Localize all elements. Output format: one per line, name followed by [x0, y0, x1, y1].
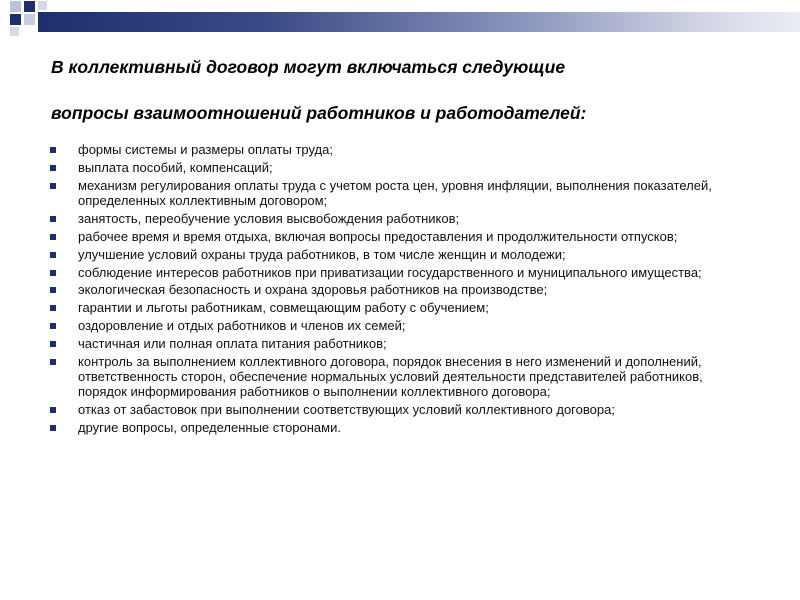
list-item [48, 283, 748, 298]
list-item [48, 248, 748, 263]
slide-title [51, 44, 771, 136]
list-item [48, 403, 748, 418]
list-item-text: рабочее время и время отдыха, включая вопросы предоставления и продолжительности отпусков; [78, 228, 678, 244]
square-bullet-icon [50, 341, 56, 347]
list-item-text: экологическая безопасность и охрана здоровья работников на производстве; [78, 282, 548, 298]
decor-square [38, 1, 47, 10]
list-item [48, 266, 748, 281]
list-item-text: гарантии и льготы работникам, совмещающим работу с обучением; [78, 300, 489, 316]
bullet-list [48, 143, 748, 439]
list-item-text: частичная или полная оплата питания работников; [78, 336, 387, 352]
square-bullet-icon [50, 183, 56, 189]
list-item [48, 230, 748, 245]
square-bullet-icon [50, 252, 56, 258]
list-item-text: механизм регулирования оплаты труда с учетом роста цен, уровня инфляции, выполнения показателей, определенных коллективным договором; [78, 177, 712, 208]
list-item [48, 421, 748, 436]
list-item [48, 319, 748, 334]
decor-square [10, 14, 21, 25]
list-item-text: другие вопросы, определенные сторонами. [78, 419, 341, 435]
header-decoration [0, 0, 800, 36]
list-item-text: оздоровление и отдых работников и членов их семей; [78, 318, 406, 334]
list-item [48, 179, 748, 208]
list-item-text: улучшение условий охраны труда работников, в том числе женщин и молодежи; [78, 246, 566, 262]
list-item-text: контроль за выполнением коллективного договора, порядок внесения в него изменений и дополнений, ответственность сторон, обеспечение нормальных условий деятельности представителей работников, порядок информирования работников о выполнении коллективного договора; [78, 354, 703, 399]
square-bullet-icon [50, 407, 56, 413]
decor-square [10, 1, 21, 12]
list-item [48, 301, 748, 316]
list-item-text: занятость, переобучение условия высвобождения работников; [78, 210, 460, 226]
square-bullet-icon [50, 234, 56, 240]
list-item [48, 355, 748, 399]
list-item [48, 143, 748, 158]
square-bullet-icon [50, 270, 56, 276]
header-gradient-bar [38, 12, 800, 32]
slide-title-line-2: вопросы взаимоотношений работников и работодателей: [51, 103, 587, 123]
list-item [48, 337, 748, 352]
decor-square [10, 27, 19, 36]
list-item-text: соблюдение интересов работников при приватизации государственного и муниципального имущества; [78, 264, 702, 280]
square-bullet-icon [50, 305, 56, 311]
decor-square [24, 1, 35, 12]
square-bullet-icon [50, 359, 56, 365]
list-item [48, 161, 748, 176]
square-bullet-icon [50, 287, 56, 293]
slide-title-line-1: В коллективный договор могут включаться следующие [51, 57, 566, 77]
decor-square [24, 14, 35, 25]
square-bullet-icon [50, 147, 56, 153]
list-item-text: выплата пособий, компенсаций; [78, 159, 273, 175]
list-item-text: отказ от забастовок при выполнении соответствующих условий коллективного договора; [78, 401, 615, 417]
list-item-text: формы системы и размеры оплаты труда; [78, 142, 333, 157]
square-bullet-icon [50, 323, 56, 329]
square-bullet-icon [50, 425, 56, 431]
list-item [48, 212, 748, 227]
square-bullet-icon [50, 165, 56, 171]
square-bullet-icon [50, 216, 56, 222]
